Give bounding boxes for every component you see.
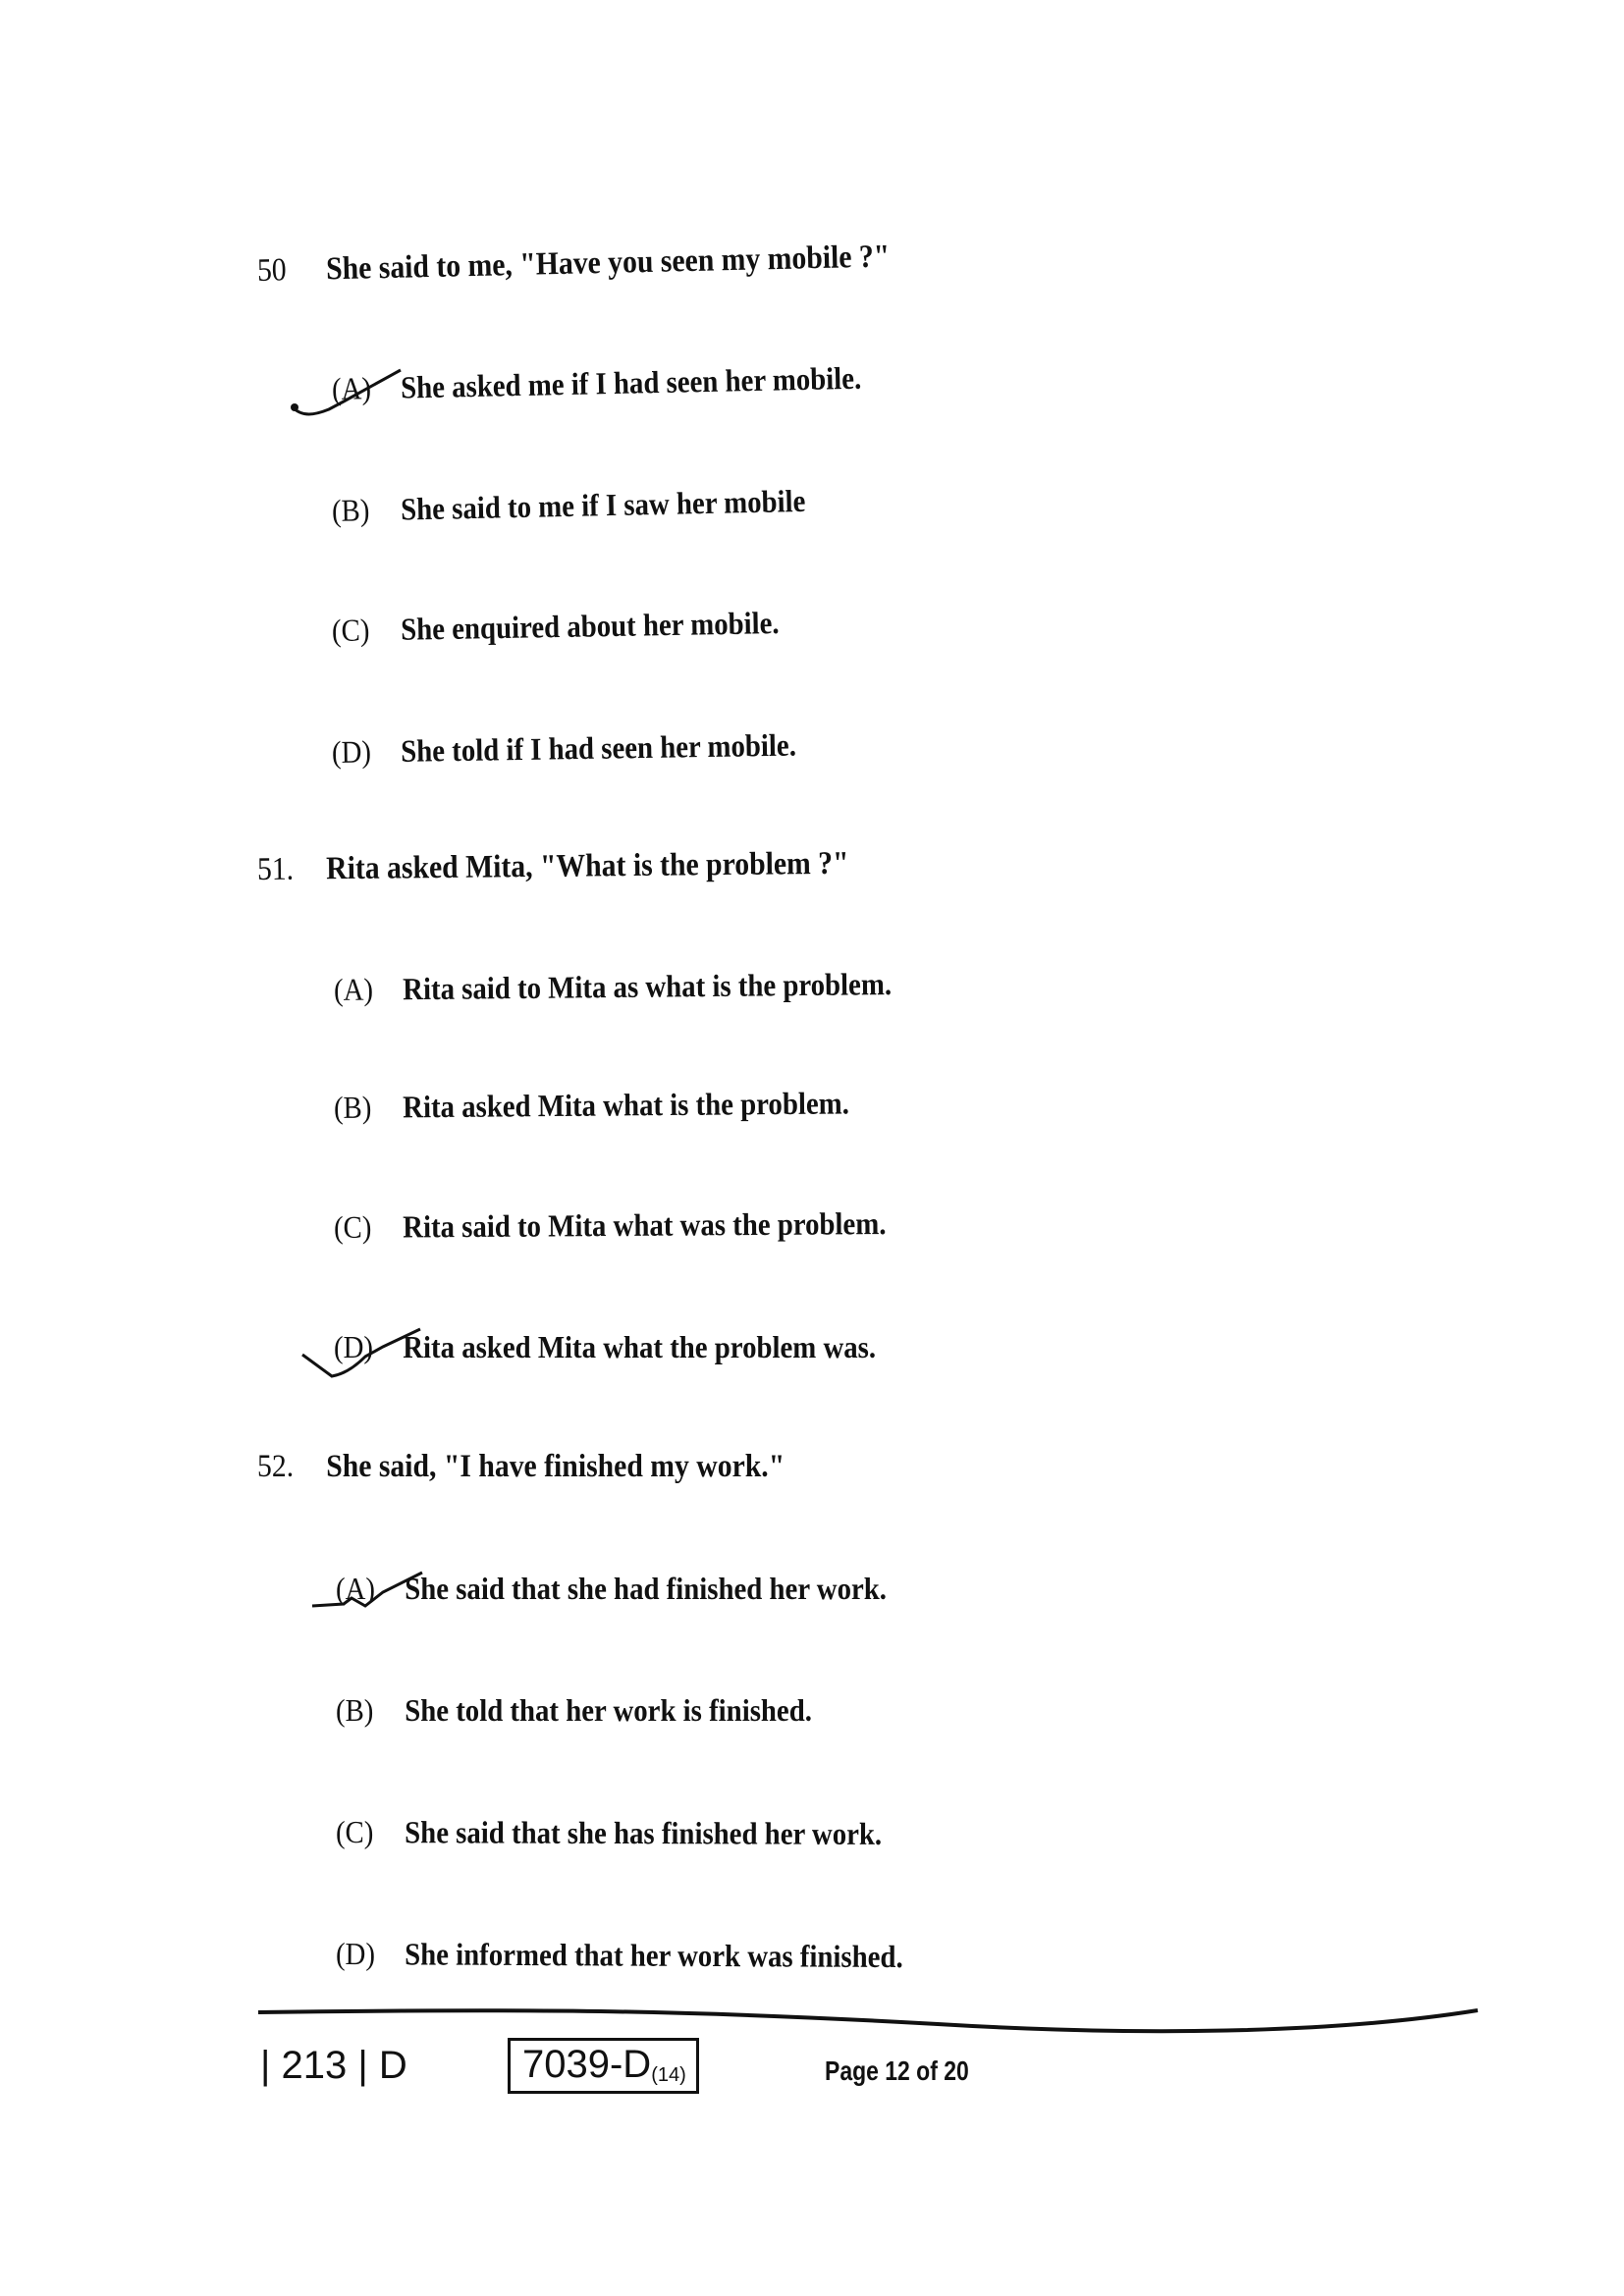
option-label: (A) — [336, 1571, 375, 1606]
option-label: (A) — [333, 971, 374, 1007]
option-text: She told if I had seen her mobile. — [400, 726, 797, 769]
option-50-c[interactable] — [332, 605, 780, 649]
question-number: 51. — [256, 851, 295, 887]
option-51-c[interactable] — [334, 1205, 887, 1246]
question-number: 52. — [257, 1449, 295, 1484]
checkmark-icon — [304, 1559, 452, 1618]
footer-code: | 213 | D — [260, 2044, 407, 2087]
checkmark-icon — [295, 1315, 452, 1394]
option-51-b[interactable] — [334, 1085, 849, 1126]
option-text: She told that her work is finished. — [405, 1692, 812, 1728]
option-text: Rita asked Mita what is the problem. — [403, 1085, 850, 1125]
question-51 — [257, 846, 849, 888]
paper-code: 7039-D — [522, 2043, 652, 2086]
option-label: (A) — [331, 370, 372, 406]
question-text: Rita asked Mita, "What is the problem ?" — [326, 845, 849, 887]
question-text: She said, "I have finished my work." — [326, 1449, 785, 1484]
option-label: (C) — [331, 612, 370, 648]
option-50-b[interactable] — [332, 483, 806, 529]
option-text: Rita said to Mita what was the problem. — [403, 1205, 887, 1245]
question-52 — [257, 1449, 785, 1485]
option-text: Rita said to Mita as what is the problem. — [403, 966, 893, 1007]
option-text: She said to me if I saw her mobile — [400, 482, 806, 527]
option-label: (B) — [333, 1089, 372, 1125]
checkmark-icon — [285, 358, 432, 427]
option-label: (C) — [335, 1814, 374, 1850]
paper-code-sub: (14) — [651, 2064, 686, 2086]
question-number: 50 — [256, 252, 288, 289]
option-label: (C) — [333, 1208, 372, 1245]
question-50 — [257, 239, 891, 290]
option-text: She enquired about her mobile. — [400, 605, 780, 647]
page-number: Page 12 of 20 — [825, 2056, 969, 2086]
option-text: Rita asked Mita what the problem was. — [403, 1329, 877, 1364]
option-label: (D) — [335, 1936, 376, 1972]
option-text: She said that she has finished her work. — [405, 1814, 883, 1851]
option-label: (B) — [336, 1692, 374, 1728]
option-51-a[interactable] — [334, 966, 892, 1008]
option-52-c[interactable] — [336, 1814, 882, 1852]
option-label: (D) — [334, 1329, 373, 1364]
page-footer — [260, 2038, 1144, 2097]
option-text: She asked me if I had seen her mobile. — [400, 359, 862, 405]
option-text: She informed that her work was finished. — [405, 1936, 903, 1975]
option-52-b[interactable] — [336, 1692, 812, 1729]
option-52-d[interactable] — [336, 1936, 903, 1975]
option-50-d[interactable] — [332, 727, 796, 771]
question-text: She said to me, "Have you seen my mobile ?" — [325, 239, 891, 288]
option-label: (B) — [331, 492, 370, 528]
option-text: She said that she had finished her work. — [405, 1571, 887, 1606]
option-label: (D) — [331, 733, 372, 770]
paper-code-box — [508, 2038, 699, 2094]
